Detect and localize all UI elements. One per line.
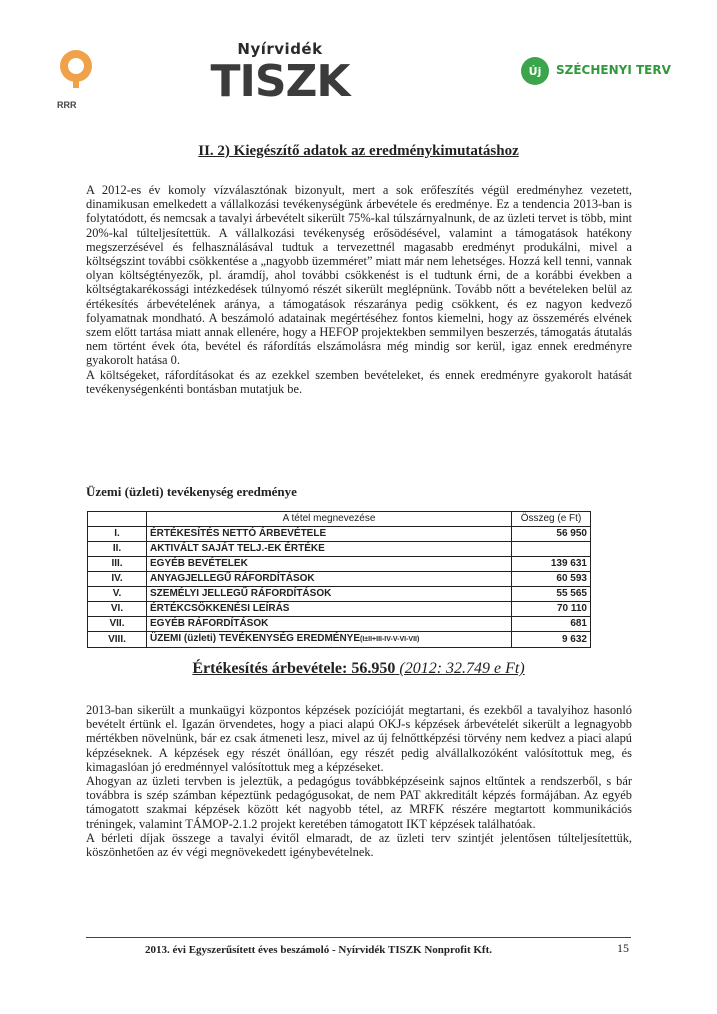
row-name: ANYAGJELLEGŰ RÁFORDÍTÁSOK: [147, 572, 512, 587]
footer-divider: [86, 937, 631, 938]
operating-result-table: [87, 511, 591, 648]
row-num: V.: [88, 587, 147, 602]
intro-paragraph: A 2012-es év komoly vízválasztónak bizonyult, mert a sok erőfeszítés végül eredményhez vezetett, dinamikusan emelkedett a vállalkozási tevékenységünk árbevétele és eredménye. Ez a tendencia 2013-ban is folytatódott, és nemcsak a tavalyi árbevételt sikerült 75%-kal túlszárnyalnunk, de az üzleti tervet is több, mint 20%-kal túlteljesítettük. A vállalkozási tevékenység erősödésével, valamint a támogatások hatékony megszerzésével és felhasználásával tudtuk a tervezettnél magasabb eredményt produkálni, mivel a költségszint további csökkentése a „nagyobb üzemméret” miatt már nem lehetséges. Hozzá kell tenni, vannak olyan költségtényezők, pl. áramdíj, ahol további csökkenést is el tudtunk érni, de a korábbi években a költségtakarékossági intézkedések túlnyomó részét sikerült meglépnünk. Tovább nőtt a bevételeken belül az értékesítés árbevételének aránya, a támogatások részaránya pedig csökkent, és ez nagyon kedvező folyamatnak mondható. A beszámoló adatainak megértéséhez fontos kiemelni, hogy az összemérés elvének szem előtt tartása miatt annak ellenére, hogy a HEFOP projektekben semmilyen beszerzés, támogatás átutalás nem történt évek óta, bevétel és ráfordítás elszámolásra még mindig sor kerül, igaz ennek eredményre gyakorolt hatása 0.: [86, 183, 632, 368]
row-name: ÉRTÉKCSÖKKENÉSI LEÍRÁS: [147, 602, 512, 617]
row-value: 70 110: [512, 602, 591, 617]
page-footer: 2013. évi Egyszerűsített éves beszámoló - Nyírvidék TISZK Nonprofit Kft.: [145, 944, 492, 956]
table-row: [88, 602, 591, 617]
row-num: III.: [88, 557, 147, 572]
body-paragraph-2: Ahogyan az üzleti tervben is jeleztük, a pedagógus továbbképzéseink sajnos eltűntek a rendszerből, s bár továbbra is szép számban képeztünk pedagógusokat, de nem PAT akkreditált képzés formájában. Az egyéb támogatott szakmai képzések között két nagyobb tétel, az MRFK részére megtartott kommunikációs tréningek, valamint TÁMOP-2.1.2 projekt keretében támogatott IKT képzések találhatóak.: [86, 774, 632, 831]
table-title: Üzemi (üzleti) tevékenység eredménye: [86, 484, 297, 499]
logo-title: TISZK: [210, 56, 350, 107]
row-name: [147, 632, 512, 648]
subsection-title-prev-year: (2012: 32.749 e Ft): [399, 660, 525, 677]
table-row: [88, 572, 591, 587]
svg-text:Új: Új: [528, 65, 542, 78]
row-num: VIII.: [88, 632, 147, 648]
row-name-text: ÜZEMI (üzleti) TEVÉKENYSÉG EREDMÉNYE: [150, 633, 361, 644]
table-header-row: [88, 512, 591, 527]
row-name: EGYÉB RÁFORDÍTÁSOK: [147, 617, 512, 632]
szechenyi-terv-logo: [520, 54, 670, 90]
subsection-title-main: Értékesítés árbevétele: 56.950: [192, 660, 396, 677]
svg-text:RRR: RRR: [57, 100, 77, 110]
row-value: 56 950: [512, 527, 591, 542]
row-name: SZEMÉLYI JELLEGŰ RÁFORDÍTÁSOK: [147, 587, 512, 602]
body-paragraph-1: 2013-ban sikerült a munkaügyi központos képzések pozícióját megtartani, és ezekből a tavalyihoz hasonló bevételt értünk el. Igazán örvendetes, hogy a piaci alapú OKJ-s képzések árbevételét sikerült a legnagyobb mértékben növelnünk, bár ez csak átmeneti lesz, mivel az új felnőttképzési törvény nem kedvez a piaci alapú képzéseknek. A képzések egy részét önállóan, egy részét pedig alvállalkozóként valósítottuk meg, és kimagaslóan jó eredménnyel valósítottuk meg a képzéseket.: [86, 703, 632, 774]
row-num: II.: [88, 542, 147, 557]
table-row: [88, 542, 591, 557]
rrr-logo: [55, 44, 97, 114]
table-header-num: [88, 512, 147, 527]
body-paragraph-3: A bérleti díjak összege a tavalyi évitől elmaradt, de az üzleti terv szintjét jelentősen túlteljesítettük, köszönhetően az év végi megnövekedett igénybevételnek.: [86, 830, 632, 860]
page-header: [0, 38, 717, 118]
row-value: 9 632: [512, 632, 591, 648]
intro-text: [86, 183, 632, 396]
row-value: 55 565: [512, 587, 591, 602]
row-value: 139 631: [512, 557, 591, 572]
intro-paragraph-2: A költségeket, ráfordításokat és az ezekkel szemben bevételeket, és ennek eredményre gyakorolt hatását tevékenységenkénti bontásban mutatjuk be.: [86, 367, 632, 396]
row-name: ÉRTÉKESÍTÉS NETTÓ ÁRBEVÉTELE: [147, 527, 512, 542]
row-value: [512, 542, 591, 557]
table-row: [88, 617, 591, 632]
row-value: 681: [512, 617, 591, 632]
row-num: I.: [88, 527, 147, 542]
table-header-value: Összeg (e Ft): [512, 512, 591, 527]
body-text: [86, 703, 632, 859]
table-header-name: A tétel megnevezése: [147, 512, 512, 527]
logo-subtitle: Nyírvidék: [237, 40, 323, 58]
table-row: [88, 557, 591, 572]
table-row: [88, 632, 591, 648]
page-number: 15: [617, 941, 629, 955]
table-row: [88, 587, 591, 602]
row-name-formula: (I±II+III-IV-V-VI-VII): [360, 636, 420, 643]
szechenyi-terv-label: SZÉCHENYI TERV: [556, 63, 671, 77]
table-row: [88, 527, 591, 542]
row-name: EGYÉB BEVÉTELEK: [147, 557, 512, 572]
section-title: II. 2) Kiegészítő adatok az eredménykimutatáshoz: [198, 143, 519, 159]
row-num: IV.: [88, 572, 147, 587]
nyirvidek-tiszk-logo: [205, 40, 355, 120]
row-num: VI.: [88, 602, 147, 617]
row-value: 60 593: [512, 572, 591, 587]
subsection-title: [0, 660, 717, 678]
row-name: AKTIVÁLT SAJÁT TELJ.-EK ÉRTÉKE: [147, 542, 512, 557]
row-num: VII.: [88, 617, 147, 632]
